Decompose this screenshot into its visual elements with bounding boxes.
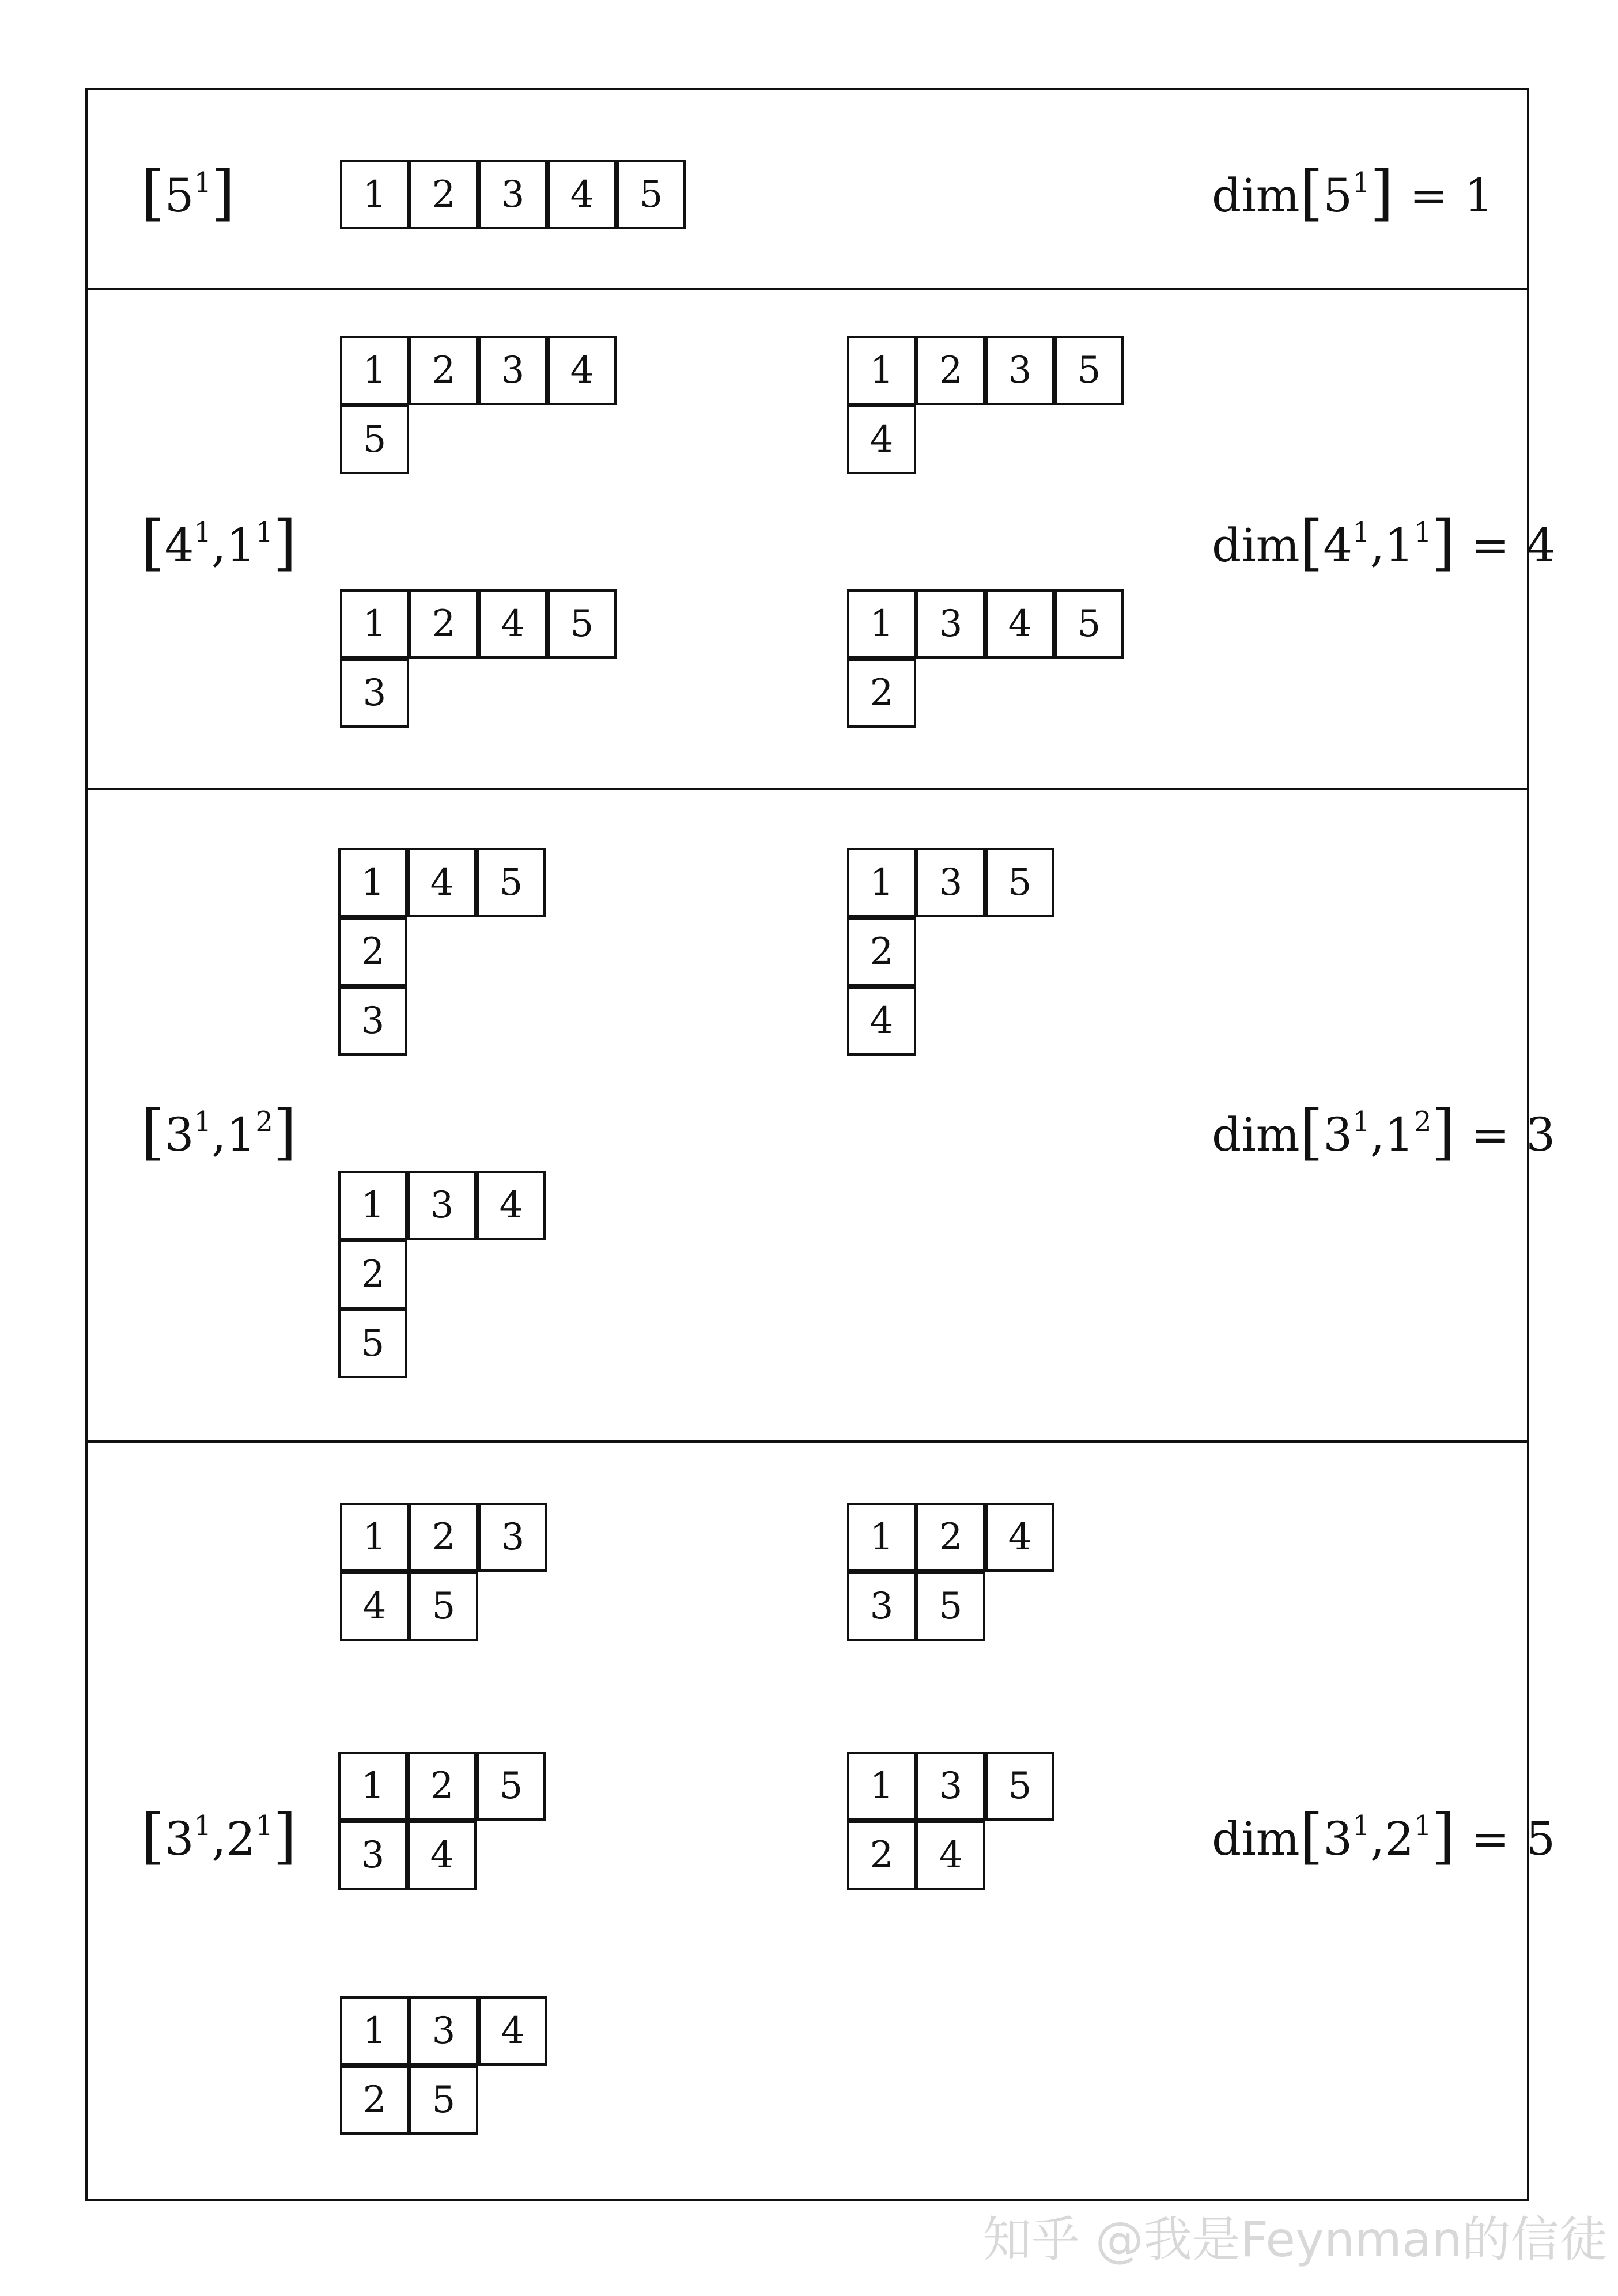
section-divider-1 <box>85 288 1529 290</box>
tableau-cell: 5 <box>1054 589 1124 659</box>
partition-label-2: $[4^1,1^1]$ <box>141 508 297 578</box>
tableau-cell: 3 <box>478 160 547 229</box>
tableau-cell: 5 <box>547 589 617 659</box>
tableau-cell: 5 <box>409 2066 478 2135</box>
tableau-cell: 4 <box>477 1171 546 1240</box>
tableau-cell: 1 <box>847 336 916 405</box>
section-divider-3 <box>85 1440 1529 1443</box>
tableau-cell: 4 <box>847 986 916 1056</box>
tableau-cell: 3 <box>338 986 407 1056</box>
tableau-cell: 5 <box>409 1572 478 1641</box>
partition-label-4: $[3^1,2^1]$ <box>141 1801 297 1871</box>
tableau-cell: 1 <box>847 589 916 659</box>
tableau-cell: 5 <box>1054 336 1124 405</box>
tableau-cell: 3 <box>985 336 1054 405</box>
tableau-cell: 2 <box>847 917 916 986</box>
tableau-cell: 4 <box>340 1572 409 1641</box>
tableau-cell: 1 <box>340 160 409 229</box>
tableau-cell: 4 <box>547 160 617 229</box>
tableau-cell: 5 <box>985 1752 1054 1821</box>
tableau-cell: 2 <box>916 1503 985 1572</box>
dimension-label-2: $dim[4^1,1^1] = 4$ <box>1212 508 1556 578</box>
tableau-cell: 5 <box>916 1572 985 1641</box>
tableau-cell: 3 <box>916 848 985 917</box>
tableau-cell: 4 <box>478 1996 547 2066</box>
tableau-cell: 2 <box>338 1240 407 1309</box>
tableau-cell: 3 <box>407 1171 477 1240</box>
tableau-cell: 1 <box>847 848 916 917</box>
partition-label-3: $[3^1,1^2]$ <box>141 1097 297 1167</box>
tableau-cell: 5 <box>985 848 1054 917</box>
tableau-cell: 5 <box>477 848 546 917</box>
tableau-cell: 1 <box>340 1503 409 1572</box>
tableau-cell: 5 <box>617 160 686 229</box>
tableau-cell: 4 <box>407 848 477 917</box>
tableau-cell: 3 <box>916 1752 985 1821</box>
tableau-cell: 4 <box>407 1821 477 1890</box>
tableau-cell: 2 <box>409 336 478 405</box>
section-divider-2 <box>85 788 1529 790</box>
tableau-cell: 3 <box>847 1572 916 1641</box>
tableau-cell: 1 <box>847 1752 916 1821</box>
tableau-cell: 2 <box>916 336 985 405</box>
tableau-cell: 1 <box>847 1503 916 1572</box>
tableau-cell: 2 <box>407 1752 477 1821</box>
tableau-cell: 3 <box>409 1996 478 2066</box>
tableau-cell: 1 <box>338 1752 407 1821</box>
dimension-label-3: $dim[3^1,1^2] = 3$ <box>1212 1097 1556 1167</box>
tableau-cell: 3 <box>338 1821 407 1890</box>
tableau-cell: 3 <box>916 589 985 659</box>
tableau-cell: 4 <box>547 336 617 405</box>
tableau-cell: 5 <box>340 405 409 474</box>
tableau-cell: 1 <box>340 589 409 659</box>
dimension-label-4: $dim[3^1,2^1] = 5$ <box>1212 1801 1556 1871</box>
watermark-text: 知乎 @我是Feynman的信徒 <box>983 2211 1608 2268</box>
tableau-cell: 1 <box>340 336 409 405</box>
tableau-cell: 3 <box>340 659 409 728</box>
tableau-cell: 4 <box>847 405 916 474</box>
tableau-cell: 2 <box>409 1503 478 1572</box>
tableau-cell: 4 <box>478 589 547 659</box>
tableau-cell: 2 <box>409 160 478 229</box>
tableau-cell: 1 <box>338 848 407 917</box>
dimension-label-1: $dim[5^1] = 1$ <box>1212 158 1494 228</box>
tableau-cell: 2 <box>338 917 407 986</box>
tableau-cell: 5 <box>338 1309 407 1378</box>
tableau-cell: 5 <box>477 1752 546 1821</box>
tableau-cell: 3 <box>478 1503 547 1572</box>
tableau-cell: 2 <box>409 589 478 659</box>
tableau-cell: 2 <box>847 1821 916 1890</box>
tableau-cell: 2 <box>340 2066 409 2135</box>
tableau-cell: 4 <box>916 1821 985 1890</box>
tableau-cell: 3 <box>478 336 547 405</box>
partition-label-1: $[5^1]$ <box>141 158 235 228</box>
tableau-cell: 1 <box>340 1996 409 2066</box>
tableau-cell: 2 <box>847 659 916 728</box>
tableau-cell: 4 <box>985 1503 1054 1572</box>
tableau-cell: 1 <box>338 1171 407 1240</box>
tableau-cell: 4 <box>985 589 1054 659</box>
